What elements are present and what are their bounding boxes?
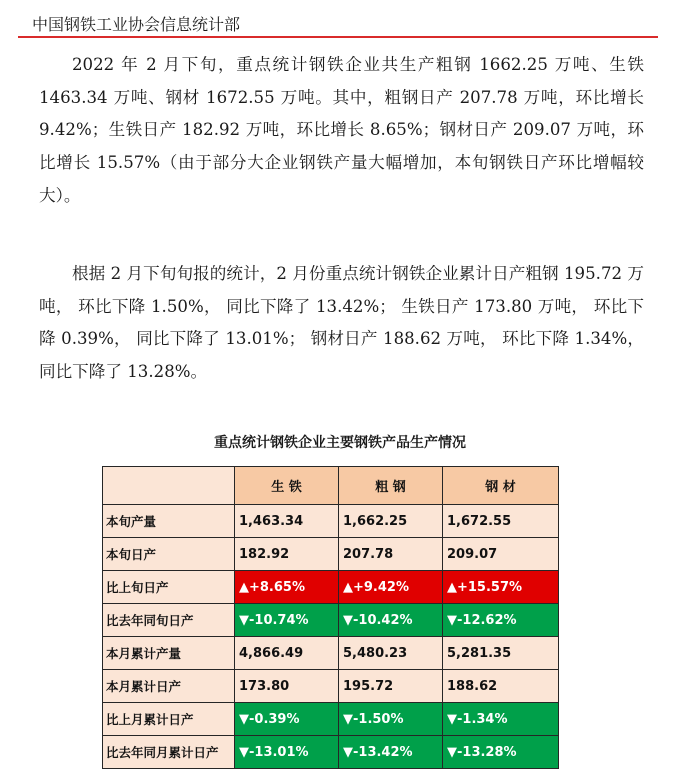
row-label: 比去年同月累计日产 (103, 736, 235, 769)
cell-crude-steel: 207.78 (339, 538, 443, 571)
cell-crude-steel: ▼-1.50% (339, 703, 443, 736)
table-row (103, 571, 559, 604)
cell-crude-steel: 195.72 (339, 670, 443, 703)
cell-crude-steel: 5,480.23 (339, 637, 443, 670)
header-corner-cell (103, 467, 235, 505)
table-caption: 重点统计钢铁企业主要钢铁产品生产情况 (214, 435, 466, 451)
table-row (103, 703, 559, 736)
cell-pig-iron: ▼-0.39% (235, 703, 339, 736)
cell-steel-products: 5,281.35 (443, 637, 559, 670)
column-header-steel-products: 钢 材 (443, 467, 559, 505)
table-row (103, 505, 559, 538)
cell-crude-steel: ▼-13.42% (339, 736, 443, 769)
row-label: 本月累计产量 (103, 637, 235, 670)
cell-crude-steel: 1,662.25 (339, 505, 443, 538)
cell-crude-steel: ▲+9.42% (339, 571, 443, 604)
page-header (18, 6, 658, 38)
cell-steel-products: ▼-1.34% (443, 703, 559, 736)
cell-pig-iron: 1,463.34 (235, 505, 339, 538)
cell-pig-iron: 182.92 (235, 538, 339, 571)
cell-pig-iron: ▼-13.01% (235, 736, 339, 769)
table-row (103, 670, 559, 703)
column-header-crude-steel: 粗 钢 (339, 467, 443, 505)
table-row (103, 538, 559, 571)
cell-pig-iron: ▲+8.65% (235, 571, 339, 604)
table-row (103, 604, 559, 637)
cell-steel-products: 188.62 (443, 670, 559, 703)
cell-pig-iron: 4,866.49 (235, 637, 339, 670)
row-label: 本月累计日产 (103, 670, 235, 703)
row-label: 比上旬日产 (103, 571, 235, 604)
table-header-row (103, 467, 559, 505)
cell-steel-products: ▼-13.28% (443, 736, 559, 769)
cell-pig-iron: 173.80 (235, 670, 339, 703)
paragraph-summary: 2022 年 2 月下旬，重点统计钢铁企业共生产粗钢 1662.25 万吨、生铁 1463.34 万吨、钢材 1672.55 万吨。其中，粗钢日产 207.78 万吨，环比增长 9.42%；生铁日产 182.92 万吨，环比增长 8.65%；钢材日产 209.07 万吨，环比增长 15.57%（由于部分大企业钢铁产量大幅增加，本旬钢铁日产环比增幅较大）。 (39, 55, 644, 205)
production-table (102, 466, 559, 769)
table-row (103, 736, 559, 769)
paragraph-monthly: 根据 2 月下旬旬报的统计，2 月份重点统计钢铁企业累计日产粗钢 195.72 万吨， 环比下降 1.50%， 同比下降了 13.42%； 生铁日产 173.80 万吨， 环比下降 0.39%， 同比下降了 13.01%； 钢材日产 188.62 万吨， 环比下降 1.34%， 同比下降了 13.28%。 (39, 264, 644, 382)
cell-steel-products: ▼-12.62% (443, 604, 559, 637)
cell-steel-products: ▲+15.57% (443, 571, 559, 604)
table-row (103, 637, 559, 670)
cell-pig-iron: ▼-10.74% (235, 604, 339, 637)
cell-crude-steel: ▼-10.42% (339, 604, 443, 637)
row-label: 本旬日产 (103, 538, 235, 571)
column-header-pig-iron: 生 铁 (235, 467, 339, 505)
row-label: 比去年同旬日产 (103, 604, 235, 637)
header-title: 中国钢铁工业协会信息统计部 (32, 15, 241, 34)
cell-steel-products: 209.07 (443, 538, 559, 571)
row-label: 比上月累计日产 (103, 703, 235, 736)
cell-steel-products: 1,672.55 (443, 505, 559, 538)
row-label: 本旬产量 (103, 505, 235, 538)
